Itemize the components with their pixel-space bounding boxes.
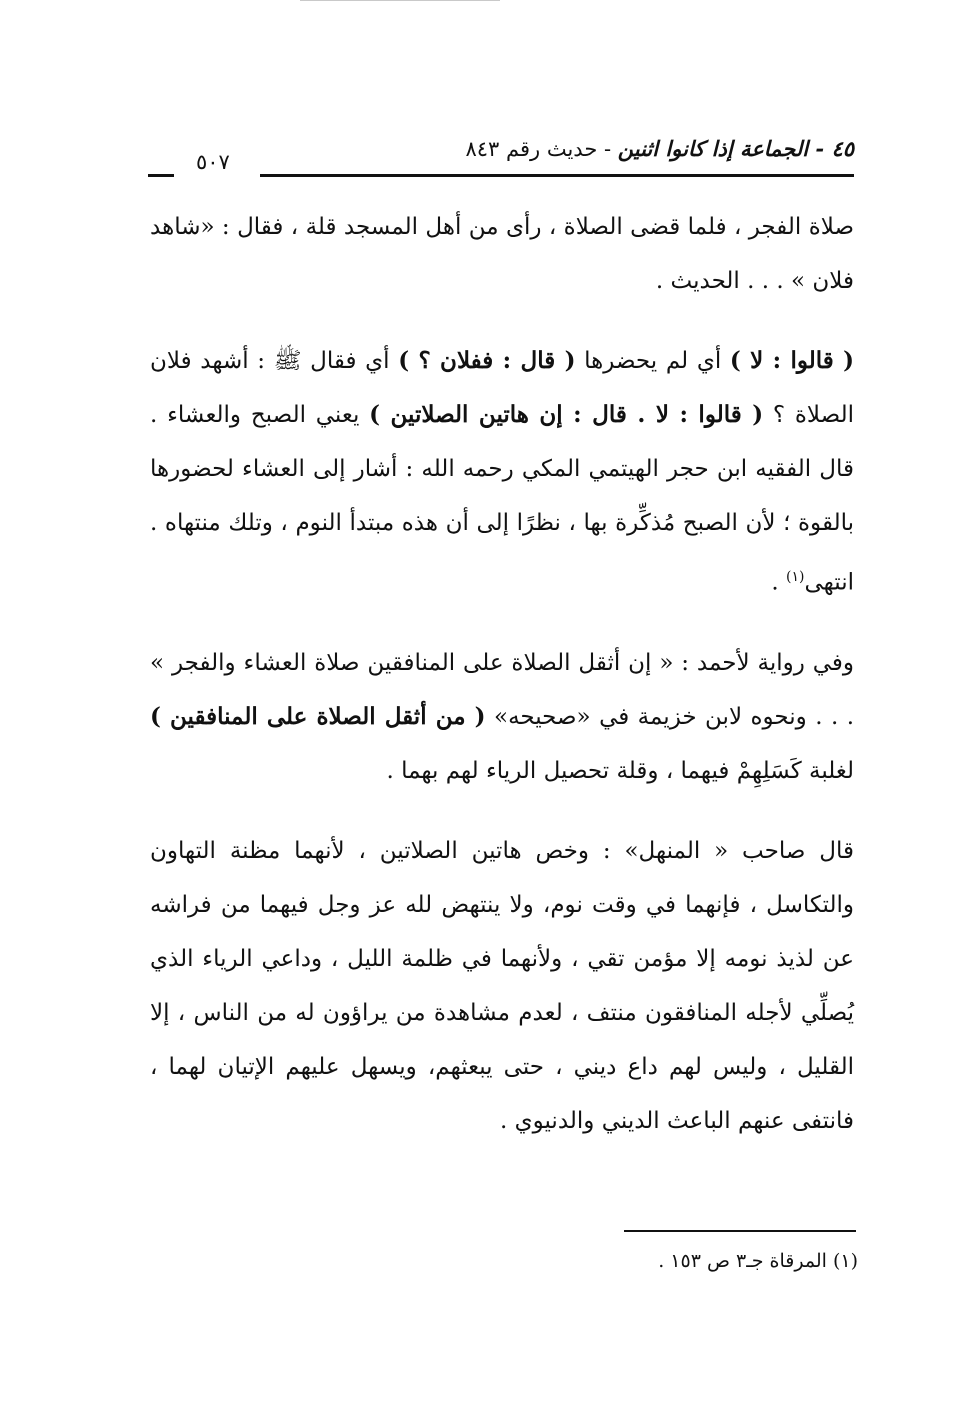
header-rule [260,174,854,177]
commentary-text: أي لم يحضرها [575,348,730,374]
hadith-reference: - حديث رقم ٨٤٣ [465,137,618,161]
quote-athqal-salah: ( من أثقل الصلاة على المنافقين ) [150,702,486,730]
quote-qal-fafulan: ( قال : ففلان ؟ ) [398,347,576,374]
footnote-reference: (١) [786,569,805,585]
paragraph-1: صلاة الفجر ، فلما قضى الصلاة ، رأى من أهل المسجد قلة ، فقال : «شاهد فلان » . . . الحديث . [150,214,854,294]
footnote-rule [624,1230,856,1232]
quote-hatayn-salatayn: ( قالوا : لا . قال : إن هاتين الصلاتين ) [369,401,764,428]
paragraph-4: قال صاحب « المنهل» : وخص هاتين الصلاتين ، لأنهما مظنة التهاون والتكاسل ، فإنهما في وقت نوم، ولا ينتهض لله عز وجل فيهما من فراشه عن لذيذ نومه إلا مؤمن تقي ، ولأنهما في ظلمة الليل ، وداعي الرياء الذي يُصلِّي لأجله المنافقون منتف ، لعدم مشاهدة من يراؤون له من الناس ، إلا القليل ، وليس لهم داع ديني ، حتى يبعثهم، ويسهل عليهم الإتيان لهما ، فانتفى عنهم الباعث الديني والدنيوي . [150,837,854,1134]
page-top-rule [300,0,500,1]
header-rule-short [148,174,174,177]
body-text [150,200,854,1148]
commentary-text: . [771,569,787,596]
footnote: (١) المرقاة جـ٣ ص ١٥٣ . [658,1250,858,1272]
quote-qalu-la: ( قالوا : لا ) [729,347,854,374]
chapter-title: ٤٥ - الجماعة إذا كانوا اثنين [617,136,854,161]
commentary-text: يعني الصبح والعشاء . قال الفقيه ابن حجر الهيتمي المكي رحمه الله : أشار إلى العشاء لحضورها بالقوة ؛ لأن الصبح مُذكِّرة بها ، نظرًا إلى أن هذه مبتدأ النوم ، وتلك منتهاه . انتهى [150,402,854,596]
paragraph-3 [150,636,854,798]
commentary-text: لغلبة كَسَلِهِمْ فيهما ، وقلة تحصيل الرياء لهم بهما . [386,757,854,784]
running-header [148,128,854,182]
commentary-text: أي فقال ﷺ : أشهد فلان الصلاة ؟ [150,348,854,428]
page-number: ٥٠٧ [196,150,230,174]
header-title [465,136,854,161]
paragraph-2 [150,334,854,610]
commentary-text: وفي رواية لأحمد : « إن أثقل الصلاة على المنافقين صلاة العشاء والفجر » . . . ونحوه لابن خزيمة في «صحيحه» [150,649,855,730]
